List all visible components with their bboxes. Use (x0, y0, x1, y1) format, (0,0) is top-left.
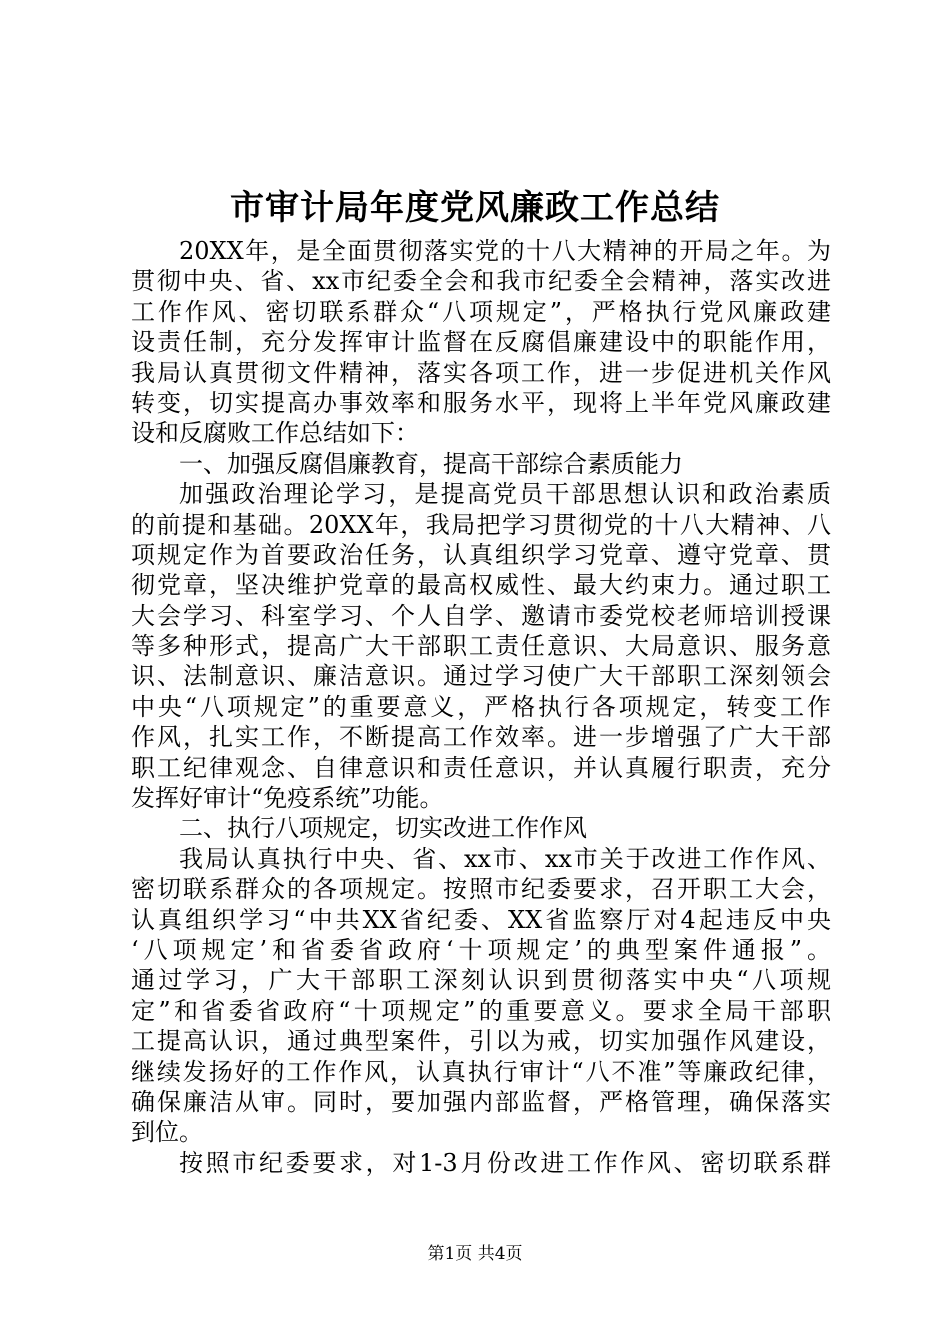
document-title: 市审计局年度党风廉政工作总结 (230, 188, 720, 228)
text-line: 贯彻中央、省、xx市纪委全会和我市纪委全会精神，落实改进 (131, 267, 831, 296)
section-2-paragraph (131, 844, 831, 1148)
text-line: 转变，切实提高办事效率和服务水平，现将上半年党风廉政建 (131, 388, 831, 417)
section-1-paragraph (131, 479, 831, 813)
page-footer: 第1页 共4页 (427, 1244, 523, 1264)
text-line: 继续发扬好的工作作风，认真执行审计“八不准”等廉政纪律， (131, 1057, 831, 1086)
text-line: 密切联系群众的各项规定。按照市纪委要求，召开职工大会， (131, 875, 831, 904)
text-line: 工作作风、密切联系群众“八项规定”，严格执行党风廉政建 (131, 297, 831, 326)
text-line: 通过学习，广大干部职工深刻认识到贯彻落实中央“八项规 (131, 966, 831, 995)
text-line: 确保廉洁从审。同时，要加强内部监督，严格管理，确保落实 (131, 1087, 831, 1116)
text-line: 定”和省委省政府“十项规定”的重要意义。要求全局干部职 (131, 996, 831, 1025)
text-line: 加强政治理论学习，是提高党员干部思想认识和政治素质 (179, 480, 831, 509)
text-line: 项规定作为首要政治任务，认真组织学习党章、遵守党章、贯 (131, 540, 831, 569)
text-line: 按照市纪委要求，对1-3月份改进工作作风、密切联系群 (179, 1148, 831, 1177)
section-heading-1: 一、加强反腐倡廉教育，提高干部综合素质能力 (179, 449, 683, 478)
section-heading-2: 二、执行八项规定，切实改进工作作风 (179, 814, 587, 843)
text-line: 识、法制意识、廉洁意识。通过学习使广大干部职工深刻领会 (131, 662, 831, 691)
text-line: 认真组织学习“中共XX省纪委、XX省监察厅对4起违反中央 (131, 905, 831, 934)
text-line: 发挥好审计“免疫系统”功能。 (131, 784, 444, 813)
text-line: 作风，扎实工作，不断提高工作效率。进一步增强了广大干部 (131, 723, 831, 752)
document-body (131, 236, 831, 1178)
text-line: 设和反腐败工作总结如下： (131, 419, 419, 448)
intro-paragraph (131, 236, 831, 449)
text-line: 彻党章，坚决维护党章的最高权威性、最大约束力。通过职工 (131, 571, 831, 600)
text-line: 20XX年，是全面贯彻落实党的十八大精神的开局之年。为 (179, 237, 831, 265)
text-line: 工提高认识，通过典型案件，引以为戒，切实加强作风建设， (131, 1027, 831, 1056)
text-line: 的前提和基础。20XX年，我局把学习贯彻党的十八大精神、八 (131, 510, 831, 539)
text-line: 中央“八项规定”的重要意义，严格执行各项规定，转变工作 (131, 692, 831, 721)
text-line: 我局认真执行中央、省、xx市、xx市关于改进工作作风、 (179, 844, 831, 873)
text-line: 大会学习、科室学习、个人自学、邀请市委党校老师培训授课 (131, 601, 831, 630)
text-line: 我局认真贯彻文件精神，落实各项工作，进一步促进机关作风 (131, 358, 831, 387)
text-line: 到位。 (131, 1118, 203, 1147)
text-line: 职工纪律观念、自律意识和责任意识，并认真履行职责，充分 (131, 753, 831, 782)
text-line: 等多种形式，提高广大干部职工责任意识、大局意识、服务意 (131, 632, 831, 661)
section-2-paragraph-continued (131, 1148, 831, 1178)
text-line: 设责任制，充分发挥审计监督在反腐倡廉建设中的职能作用， (131, 328, 831, 357)
text-line: ‘八项规定’和省委省政府‘十项规定’的典型案件通报”。 (131, 935, 831, 964)
